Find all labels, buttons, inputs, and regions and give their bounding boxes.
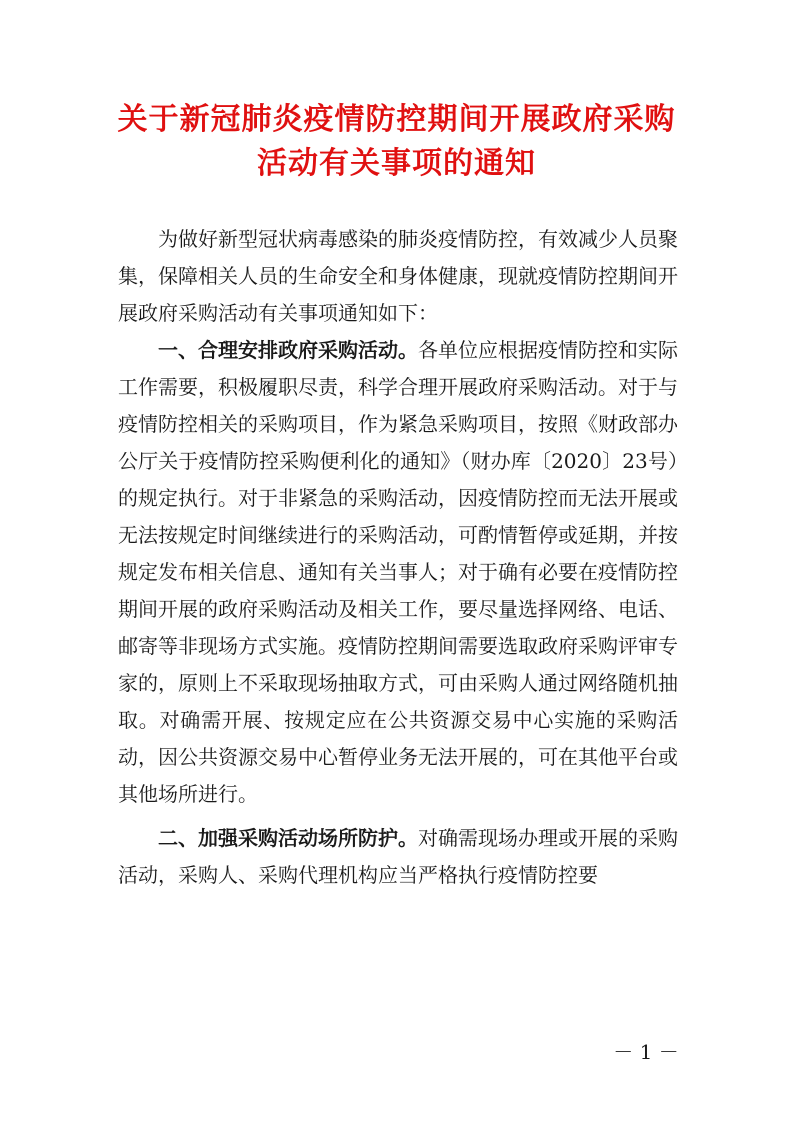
page-number: － 1 － [613, 1040, 679, 1064]
section-2-heading: 二、加强采购活动场所防护。 [158, 826, 418, 850]
section-1-heading: 一、合理安排政府采购活动。 [158, 338, 418, 362]
document-body [118, 221, 678, 894]
section-1-text: 各单位应根据疫情防控和实际工作需要，积极履职尽责，科学合理开展政府采购活动。对于与疫情防控相关的采购项目，作为紧急采购项目，按照《财政部办公厅关于疫情防控采购便利化的通知》（财办库〔2020〕23号）的规定执行。对于非紧急的采购活动，因疫情防控而无法开展或无法按规定时间继续进行的采购活动，可酌情暂停或延期，并按规定发布相关信息、通知有关当事人；对于确有必要在疫情防控期间开展的政府采购活动及相关工作，要尽量选择网络、电话、邮寄等非现场方式实施。疫情防控期间需要选取政府采购评审专家的，原则上不采取现场抽取方式，可由采购人通过网络随机抽取。对确需开展、按规定应在公共资源交易中心实施的采购活动，因公共资源交易中心暂停业务无法开展的，可在其他平台或其他场所进行。 [118, 338, 678, 806]
document-title-line-2: 活动有关事项的通知 [257, 146, 536, 181]
section-2-paragraph [118, 820, 678, 894]
section-2-text: 对确需现场办理或开展的采购活动，采购人、采购代理机构应当严格执行疫情防控要 [118, 826, 678, 887]
intro-paragraph: 为做好新型冠状病毒感染的肺炎疫情防控，有效减少人员聚集，保障相关人员的生命安全和身体健康，现就疫情防控期间开展政府采购活动有关事项通知如下： [118, 227, 678, 325]
section-1-paragraph [118, 332, 678, 813]
document-title-line-1: 关于新冠肺炎疫情防控期间开展政府采购 [117, 102, 676, 137]
